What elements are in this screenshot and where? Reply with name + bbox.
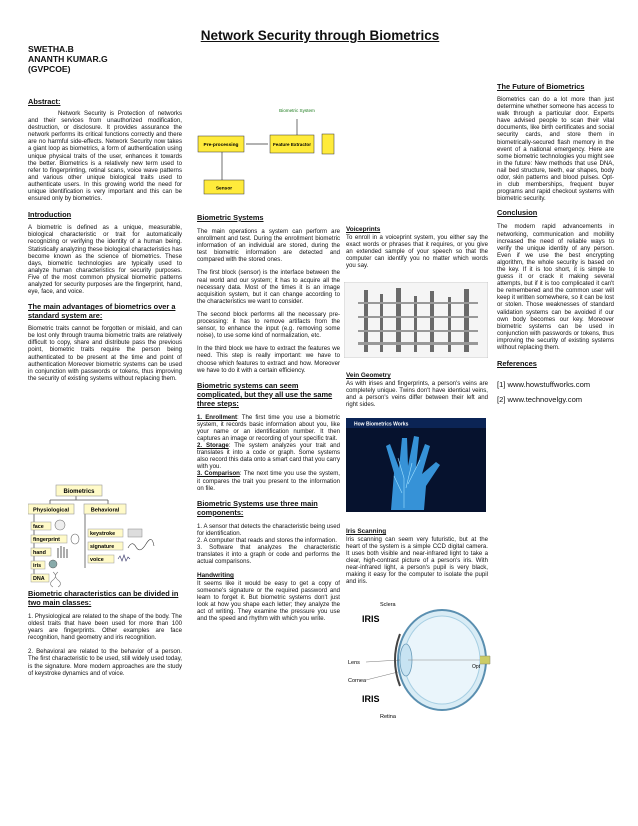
behavioral-text: 2. Behavioral are related to the behavior of a person. The first characteristic to be used, still widely used today, is the signature. More modern approaches are the study of keystroke dynamics and of voice. [28,648,182,677]
matcher-block [322,134,334,154]
tree-item-dna: DNA [33,576,45,582]
column-4 [497,82,614,404]
pre-processing-label: Pre-processing [203,143,239,148]
storage-text: : The system analyzes your trait and translates it into a code or graph. Some systems also record this data onto a smart card that you carry with you. [197,442,340,471]
abstract-heading: Abstract: [28,97,61,106]
author-name: ANANTH KUMAR.G [28,54,108,65]
feature-extractor-label: Feature Extractor [272,142,312,147]
sensor-label: Sensor [215,186,233,192]
voice-wave-icon [118,555,130,561]
behavioral-items [88,529,154,563]
future-text: Biometrics can do a lot more than just determine whether someone has access to walk through a particular door. Experts have advised people to scan their vital documents, like birth certificates and social security cards, and store them in biometrically-secured flash memory in the event of a national emergency. Here are some biometric technologies you might see in the future: New methods that use DNA, nail bed structure, teeth, ear shapes, body odor, skin patterns and blood pulses. Opt-in club memberships, frequent buyer programs and rapid checkout systems with biometric security. [497,96,614,203]
tree-item-voice: voice [90,557,104,563]
tree-item-fingerprint: fingerprint [33,537,60,543]
signature-icon [128,539,154,549]
dna-icon [51,572,61,587]
characteristics-heading: Biometric characteristics can be divided in two main classes: [28,589,179,607]
vein-geometry-heading: Vein Geometry [346,372,391,379]
biometric-system-label: Biometric System [279,108,315,113]
face-icon [55,520,65,530]
paper-title: Network Security through Biometrics [200,28,440,43]
column-3-top [346,226,488,269]
abstract-text: Network Security is Protection of networks and their services from unauthorized modification, destruction, or disclosure. It provides assurance the network performs its critical functions correctly and there are no harmful side-effects. Network Security now takes a giant loop as biometrics, a form of authentication using unique physical traits of the user, enhances it towards the better. Biometrics is a relatively new term used to refer to fingerprinting, retinal scans, voice wave patterns and various other unique biological traits used to authenticate users. In this growing world the need for unique identification is very important and this can be ensured only by biometrics. [28,110,182,203]
component-sensor: 1. A sensor that detects the characteristic being used for identification. [197,522,340,537]
component-software: 3. Software that analyzes the characteristic translates it into a graph or code and performs the actual comparisons. [197,544,340,566]
optic-nerve-label: Opt [472,664,481,670]
sclera-label: Sclera [380,602,396,608]
fingerprint-icon [71,534,79,544]
author-affiliation: (GVPCOE) [28,64,71,75]
iris-scanning-heading: Iris Scanning [346,528,387,535]
reference-item: [2] www.technovelgy.com [497,395,583,405]
voiceprints-heading: Voiceprints [346,226,381,233]
physiological-label: Physiological [32,507,70,514]
iris-top-label: IRIS [362,614,380,624]
tree-item-keystroke: keystroke [90,531,116,537]
column-1 [28,97,182,382]
physiological-items [31,520,79,587]
retina-label: Retina [380,714,396,720]
column-3-iris [346,528,488,585]
biometrics-root-label: Biometrics [63,489,95,495]
physiological-text: 1. Physiological are related to the shape of the body. The oldest traits that have been used for more than 100 years are fingerprints. Other examples are face recognition, hand geometry and iris recognition. [28,613,182,642]
iris-bottom-label: IRIS [362,694,380,704]
introduction-text: A biometric is defined as a unique, measurable, biological characteristic or trait for automatically recognizing or verifying the identity of a human being. Statistically analyzing these biological characteristics has become known as the science of biometrics. These days, biometric technologies are typically used to analyze human characteristics for security purposes. Five of the most common physical biometric patterns analyzed for security purposes are the fingerprint, hand, eye, face, and voice. [28,224,182,296]
behavioral-label: Behavioral [90,507,120,514]
step-comparison [197,470,340,491]
iris-scanning-text: Iris scanning can seem very futuristic, but at the heart of the system is a simple CCD digital camera. It uses both visible and near-infrared light to take a clear, high-contrast picture of a person's iris. With near-infrared light, a person's pupil is very black, making it easy for the computer to isolate the pupil and iris. [346,535,488,586]
keyboard-icon [128,529,142,537]
three-steps-heading: Biometric systems can seem complicated, but they all use the same three steps: [197,380,333,408]
handwriting-heading: Handwriting [197,572,234,580]
biometric-systems-heading: Biometric Systems [197,213,264,222]
iris-icon [49,560,57,568]
systems-text-2: The first block (sensor) is the interface between the real world and our system; it has to acquire all the necessary data. Most of the times it is an image acquisition system, but it can change according to the characteristics we want to consider. [197,269,340,305]
references-heading: References [497,359,537,369]
hand-icon [58,546,67,558]
enrollment-label: 1. Enrollment [197,413,238,421]
handwriting-text: It seems like it would be easy to get a copy of someone's signature or the required password and learn to forget it. But biometric systems don't just look at how you shape each letter; they analyze the act of writing. They examine the pressure you use and the speed and rhythm with which you write. [197,579,340,623]
step-storage [197,442,340,470]
voiceprints-text: To enroll in a voiceprint system, you either say the exact words or phrases that it requires, or you give an extended sample of your speech so that the computer can identify you no matter which words you say. [346,233,488,269]
biometrics-classification-diagram [28,484,178,588]
eye-anatomy-diagram [342,598,492,722]
voice-spectrogram-image [344,282,488,358]
systems-text-1: The main operations a system can perform are enrollment and test. During the enrollment biometric information of an individual are stored, during the test biometric information are detected and compared with the stored ones. [197,228,340,264]
future-heading: The Future of Biometrics [497,82,585,91]
author-name: SWETHA.B [28,44,74,54]
conclusion-text: The modern rapid advancements in networking, communication and mobility increased the need of reliable ways to verify the unique identity of any person. Even if we use the best encrypting algorithm, the whole security is based on the key. If it is too short, it is simple to guess it or crack it making several attempts, but if it is too complicated it can't be remembered and the common user will keep it written somewhere, so it can be lost or stolen. Those weaknesses of standard validation systems can be avoided if our own body becomes our key. Moreover biometric systems can be used in conjunction with passwords or tokens, thus improving the security of existing systems without replacing them. [497,223,614,351]
introduction-heading: Introduction [28,210,72,220]
tree-item-face: face [33,524,44,530]
enrollment-text: : The first time you use a biometric system, it records basic information about you, like your name or an identification number. It then captures an image or recording of your specific trait. [197,413,340,442]
reference-item: [1] www.howstuffworks.com [497,380,591,390]
vein-image-caption: How Biometrics Works [354,421,409,428]
comparison-text: : The next time you use the system, it compares the trait you present to the information on file. [197,470,341,492]
comparison-label: 3. Comparison [197,470,240,478]
vein-hand-image [346,418,486,512]
systems-text-3: The second block performs all the necessary pre-processing: it has to remove artifacts from the sensor, to enhance the input (e.g. removing some noise), to use some kind of normalization, etc. [197,310,340,340]
components-heading: Biometric Systems use three main components: [197,498,318,517]
cornea-label: Cornea [348,678,367,684]
column-3-vein [346,372,488,408]
tree-item-iris: iris [33,563,42,569]
column-2 [197,214,340,622]
systems-text-4: In the third block we have to extract the features we need. This step is really important: we have to choose which features to extract and how. Moreover we have to do it with a certain efficiency. [197,345,340,374]
column-1-lower [28,589,182,677]
storage-label: 2. Storage [197,442,229,450]
tree-item-hand: hand [33,550,46,556]
vein-geometry-text: As with irises and fingerprints, a person's veins are completely unique. Twins don't have identical veins, and a person's veins differ between their left and right sides. [346,379,488,408]
lens-label: Lens [348,660,360,666]
step-enrollment [197,414,340,442]
author-block [28,44,108,75]
advantages-heading: The main advantages of biometrics over a standard system are: [28,302,176,321]
tree-item-signature: signature [90,544,115,550]
advantages-text: Biometric traits cannot be forgotten or mislaid, and can be lost only through trauma biometric traits are relatively difficult to copy, share and distribute pass the previous point, biometric traits require the person being authenticated to be present at the time and point of authentication Moreover biometric systems can be used in conjunction with passwords or tokens, thus improving the security of existing systems without replacing them. [28,325,182,382]
component-computer: 2. A computer that reads and stores the information. [197,536,337,544]
biometric-system-diagram [196,102,336,202]
conclusion-heading: Conclusion [497,208,538,218]
